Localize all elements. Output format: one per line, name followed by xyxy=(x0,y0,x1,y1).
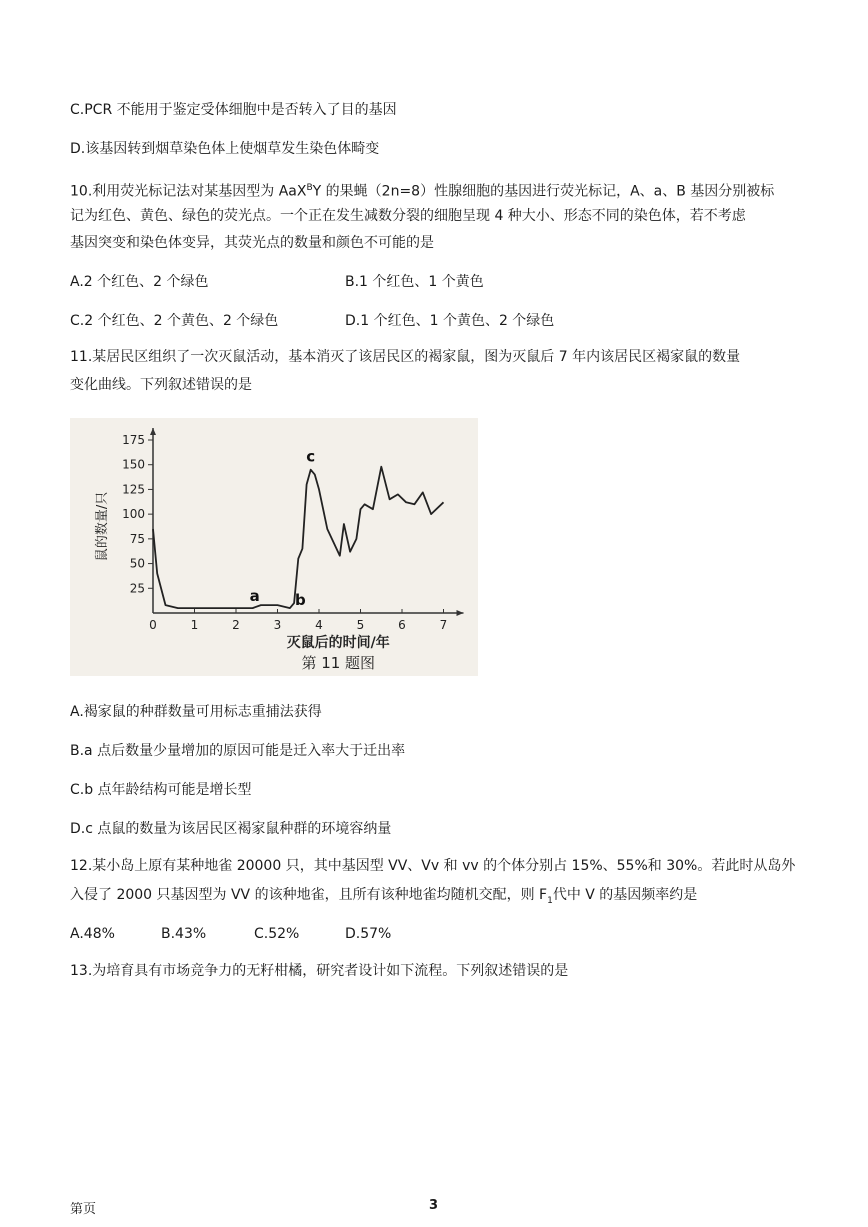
series-line-0 xyxy=(153,467,444,608)
q12-stem-line1: 12.某小岛上原有某种地雀 20000 只，其中基因型 VV、Vv 和 vv 的个体分别占 15%、55%和 30%。若此时从岛外 xyxy=(70,858,796,874)
q12-option-b: B.43% xyxy=(161,926,207,942)
q10-stem-text-b: Y 的果蝇（2n=8）性腺细胞的基因进行荧光标记，A、a、B 基因分别被标 xyxy=(312,183,775,200)
q11-figure xyxy=(70,418,478,676)
q10-stem-line1 xyxy=(70,179,774,201)
q11-option-a: A.褐家鼠的种群数量可用标志重捕法获得 xyxy=(70,704,322,720)
x-tick-label: 7 xyxy=(439,618,448,632)
y-axis-arrow xyxy=(150,428,156,435)
y-axis-label: 鼠的数量/只 xyxy=(95,491,110,562)
x-axis-arrow xyxy=(457,610,464,616)
q10-stem-line3: 基因突变和染色体变异，其荧光点的数量和颜色不可能的是 xyxy=(70,235,434,251)
x-tick-label: 0 xyxy=(149,618,157,632)
q11-stem-line2: 变化曲线。下列叙述错误的是 xyxy=(70,377,252,393)
x-tick-label: 2 xyxy=(232,618,240,632)
q9-option-c: C.PCR 不能用于鉴定受体细胞中是否转入了目的基因 xyxy=(70,102,397,118)
q12-stem-text-a: 入侵了 2000 只基因型为 VV 的该种地雀，且所有该种地雀均随机交配，则 F xyxy=(70,887,548,903)
q10-option-d: D.1 个红色、1 个黄色、2 个绿色 xyxy=(345,313,555,329)
y-tick-label: 125 xyxy=(122,482,145,497)
y-tick-label: 50 xyxy=(129,556,145,571)
q11-option-b: B.a 点后数量少量增加的原因可能是迁入率大于迁出率 xyxy=(70,743,406,759)
q12-option-a: A.48% xyxy=(70,926,115,942)
q12-stem-text-b: 代中 V 的基因频率约是 xyxy=(552,887,698,903)
y-tick-label: 75 xyxy=(129,531,145,546)
q11-option-c: C.b 点年龄结构可能是增长型 xyxy=(70,782,252,798)
q10-option-a: A.2 个红色、2 个绿色 xyxy=(70,274,209,290)
q13-stem: 13.为培育具有市场竞争力的无籽柑橘，研究者设计如下流程。下列叙述错误的是 xyxy=(70,963,569,979)
page-number: 3 xyxy=(429,1198,439,1213)
x-tick-label: 6 xyxy=(398,618,406,632)
annotation-c: c xyxy=(306,447,316,466)
q12-stem-subscript: 1 xyxy=(547,895,553,906)
annotation-a: a xyxy=(249,587,260,606)
x-tick-label: 3 xyxy=(273,618,282,632)
y-tick-label: 175 xyxy=(122,433,145,447)
q12-option-d: D.57% xyxy=(345,926,392,942)
population-chart xyxy=(70,418,478,676)
annotation-b: b xyxy=(294,591,306,610)
x-tick-label: 1 xyxy=(190,618,199,632)
y-tick-label: 150 xyxy=(122,457,145,472)
x-axis-label: 灭鼠后的时间/年 xyxy=(286,635,390,651)
q10-option-b: B.1 个红色、1 个黄色 xyxy=(345,274,484,290)
q12-stem-line2 xyxy=(70,886,697,910)
q10-stem-superscript: B xyxy=(306,183,313,193)
x-tick-label: 4 xyxy=(315,618,323,632)
q9-option-d: D.该基因转到烟草染色体上使烟草发生染色体畸变 xyxy=(70,141,380,157)
footer-label: 第页 xyxy=(70,1202,97,1217)
y-tick-label: 100 xyxy=(122,507,145,522)
q10-option-c: C.2 个红色、2 个黄色、2 个绿色 xyxy=(70,313,279,329)
q10-stem-line2: 记为红色、黄色、绿色的荧光点。一个正在发生减数分裂的细胞呈现 4 种大小、形态不同的染色体，若不考虑 xyxy=(70,208,746,224)
x-tick-label: 5 xyxy=(356,618,365,632)
q10-stem-text-a: 10.利用荧光标记法对某基因型为 AaX xyxy=(70,183,307,200)
q12-option-c: C.52% xyxy=(254,926,300,942)
chart-title: 第 11 题图 xyxy=(301,654,376,672)
y-tick-label: 25 xyxy=(129,581,145,596)
q11-option-d: D.c 点鼠的数量为该居民区褐家鼠种群的环境容纳量 xyxy=(70,821,392,837)
q11-stem-line1: 11.某居民区组织了一次灭鼠活动，基本消灭了该居民区的褐家鼠，图为灭鼠后 7 年内该居民区褐家鼠的数量 xyxy=(70,349,741,365)
